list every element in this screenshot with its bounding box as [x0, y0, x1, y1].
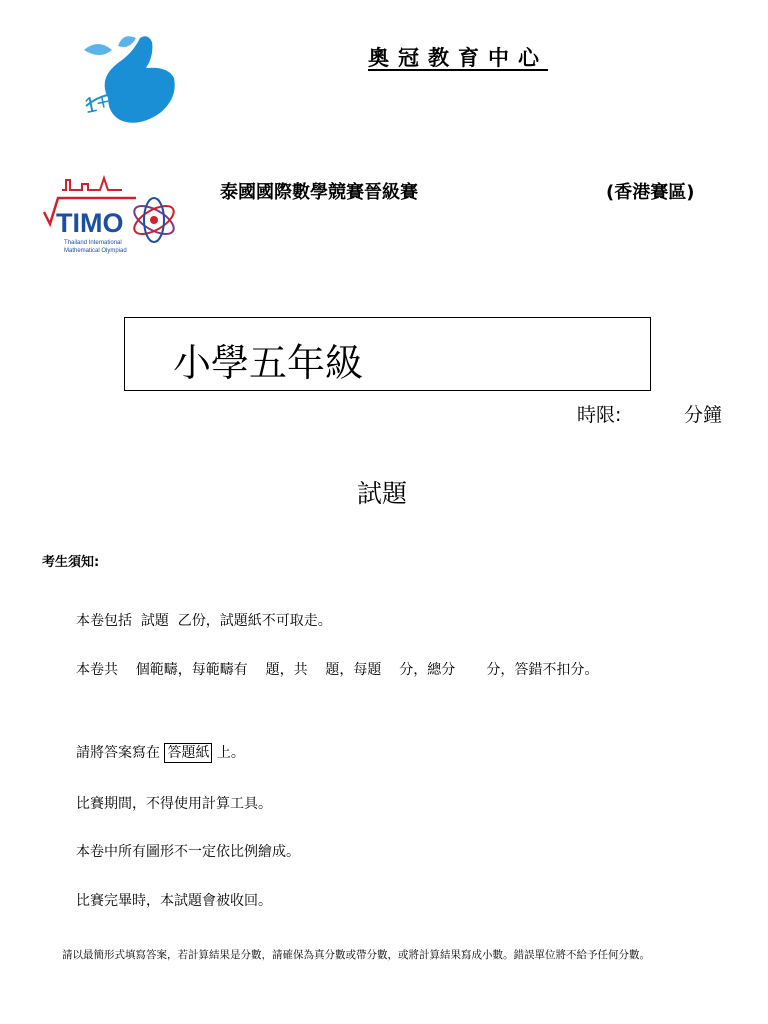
rule-answer-sheet-after: 上。 [216, 745, 245, 761]
organization-name: 奧冠教育中心 [368, 46, 548, 70]
time-limit-label: 時限: [577, 404, 622, 426]
rule-paper-collected: 比賽完畢時，本試題會被收回。 [76, 893, 272, 909]
timo-logo-subtitle-2: Mathematical Olympiad [64, 248, 127, 254]
education-center-logo [78, 28, 228, 128]
competition-region: (香港賽區) [606, 182, 695, 203]
rule-answer-sheet-before: 請將答案寫在 [76, 745, 160, 761]
paper-label: 試題 [357, 479, 408, 508]
rule-not-to-scale: 本卷中所有圖形不一定依比例繪成。 [76, 844, 300, 860]
rule-no-calculator: 比賽期間，不得使用計算工具。 [76, 796, 272, 812]
rule-answer-sheet [76, 742, 245, 762]
rule-scoring: 本卷共 個範疇，每範疇有 題，共 題，每題 分，總分 分，答錯不扣分。 [76, 662, 599, 678]
grade-title: 小學五年級 [173, 341, 364, 385]
competition-title: 泰國國際數學競賽晉級賽 [220, 182, 418, 203]
timo-logo-text: TIMO [56, 208, 124, 238]
timo-logo [42, 172, 192, 264]
answer-sheet-boxed-text: 答題紙 [164, 743, 212, 763]
time-limit-unit: 分鐘 [684, 404, 723, 426]
logo-formula: 1+9=100 [81, 75, 173, 119]
notice-heading: 考生須知: [42, 555, 100, 570]
rule-paper-contents: 本卷包括 試題 乙份，試題紙不可取走。 [76, 613, 332, 629]
answer-format-footnote: 請以最簡形式填寫答案，若計算結果是分數，請確保為真分數或帶分數，或將計算結果寫成小數。錯誤單位將不給予任何分數。 [62, 949, 650, 961]
timo-logo-subtitle-1: Thailand International [64, 240, 122, 246]
grade-box [124, 317, 651, 391]
